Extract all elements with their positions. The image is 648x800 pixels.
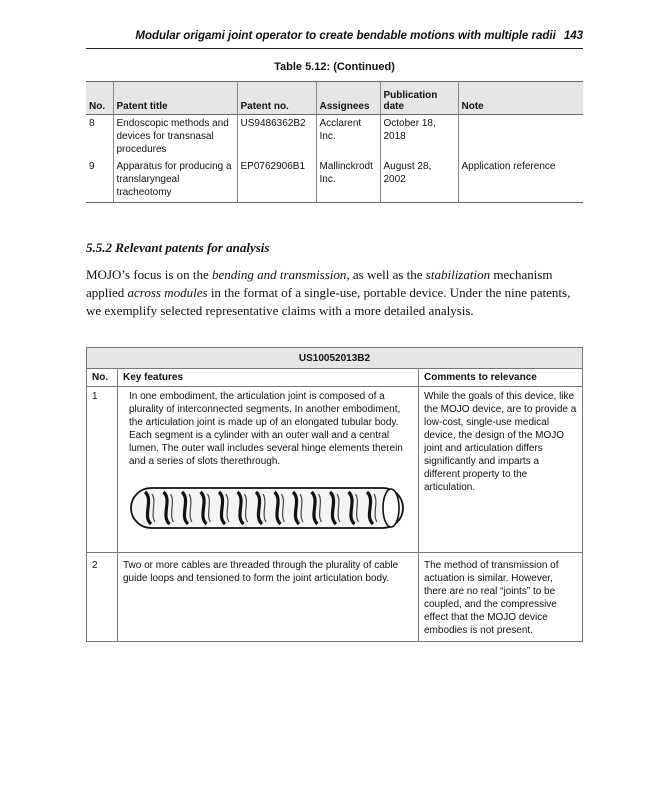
para-emphasis: bending and transmission — [212, 267, 347, 282]
cell-comments: The method of transmission of actuation is similar. However, there are no real “joints” to be coupled, and the compressive effect that the MOJO device embodies is not present. — [419, 553, 583, 642]
para-emphasis: stabilization — [425, 267, 491, 282]
cell-note — [458, 115, 583, 159]
claims-table — [86, 347, 583, 642]
para-text: MOJO’s focus is on the — [86, 267, 213, 282]
column-header-no: No. — [86, 82, 113, 115]
tube-end — [383, 489, 399, 527]
column-header-comments: Comments to relevance — [419, 369, 583, 387]
cell-date: October 18, 2018 — [380, 115, 458, 159]
column-header-no: No. — [87, 369, 118, 387]
claims-table-header-row — [87, 369, 583, 387]
column-header-key-features: Key features — [118, 369, 419, 387]
para-text: mechanism applied — [86, 267, 553, 300]
table-header-row — [86, 82, 583, 115]
body-paragraph — [86, 266, 586, 320]
cell-no: 8 — [89, 118, 95, 129]
cell-no: 2 — [92, 560, 98, 571]
running-header — [86, 30, 583, 49]
section-heading: 5.5.2 Relevant patents for analysis — [86, 240, 270, 255]
column-header-date: Publication date — [380, 82, 458, 115]
para-text: in the format of a single-use, portable device. Under the nine patents, we exemplify selected representative claims with a more detailed analysis. — [86, 285, 571, 318]
table-row — [86, 115, 583, 159]
cell-assignees: Mallinckrodt Inc. — [316, 158, 380, 203]
column-header-assignees: Assignees — [316, 82, 380, 115]
column-header-title: Patent title — [113, 82, 237, 115]
cell-comments: While the goals of this device, like the MOJO device, are to provide a low-cost, single-use medical device, the design of the MOJO joint and articulation differs significantly and imparts a different property to the articulation. — [419, 387, 583, 553]
page-number: 143 — [563, 30, 583, 42]
table-row — [87, 553, 583, 642]
column-header-patent-no: Patent no. — [237, 82, 316, 115]
cell-patent-no: US9486362B2 — [237, 115, 316, 159]
column-header-note: Note — [458, 82, 583, 115]
cell-key-features: Two or more cables are threaded through the plurality of cable guide loops and tensioned to form the joint articulation body. — [118, 553, 419, 642]
table-caption: Table 5.12: (Continued) — [274, 61, 395, 73]
cell-no: 1 — [87, 387, 118, 553]
cell-patent-no: EP0762906B1 — [237, 158, 316, 203]
para-emphasis: across modules — [127, 285, 208, 300]
cell-note: Application reference — [458, 158, 583, 203]
para-text: , as well as the — [346, 267, 426, 282]
claims-table-title: US10052013B2 — [87, 348, 583, 369]
cell-key-features — [118, 387, 419, 553]
table-row — [87, 387, 583, 553]
cell-title: Endoscopic methods and devices for transnasal procedures — [113, 115, 237, 159]
key-feature-text: Each segment is a cylinder with an outer wall and a central lumen. The outer wall includes several hinge elements therein and a series of slots therethrough. — [129, 430, 403, 467]
articulation-joint-figure — [129, 482, 407, 534]
cell-no: 9 — [86, 158, 113, 203]
cell-title: Apparatus for producing a translaryngeal tracheotomy — [113, 158, 237, 203]
claims-table-title-row — [87, 348, 583, 369]
key-feature-text: In one embodiment, the articulation joint is composed of a plurality of interconnected segments. In another embodiment, the articulation joint is made up of an elongated tubular body. — [129, 391, 401, 428]
table-row — [86, 158, 583, 203]
running-title: Modular origami joint operator to create bendable motions with multiple radii — [135, 30, 556, 42]
cell-date: August 28, 2002 — [380, 158, 458, 203]
cell-assignees: Acclarent Inc. — [316, 115, 380, 159]
patent-table — [86, 81, 583, 203]
